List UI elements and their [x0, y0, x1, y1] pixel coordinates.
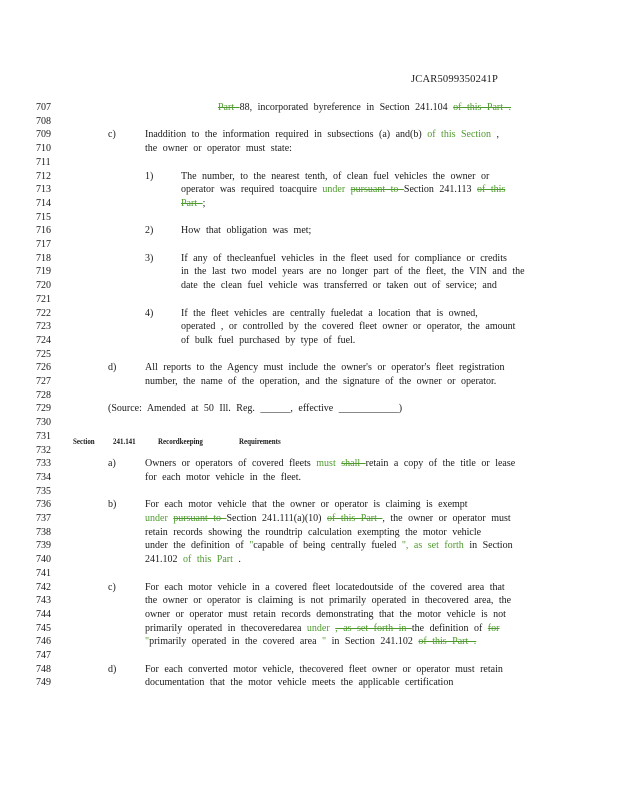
text-segment: 241.102 [145, 554, 183, 566]
text-segment: Section 241.113 [403, 184, 478, 196]
inserted-text: " [145, 636, 150, 648]
text-segment: the definition of [411, 622, 488, 634]
section-title: Recordkeeping [158, 436, 203, 446]
line-number: 722 [36, 307, 51, 319]
line-text [145, 499, 468, 511]
line-number: 730 [36, 417, 51, 429]
line-number: 733 [36, 458, 51, 470]
section-label: Section [73, 436, 95, 446]
text-segment: capable of being centrally fueled [253, 540, 402, 552]
line-number: 739 [36, 540, 51, 552]
text-segment: . [238, 554, 241, 566]
line-number: 740 [36, 554, 51, 566]
deleted-text: of this [477, 184, 506, 196]
text-segment: operated , or controlled by the covered fleet owner or operator, the amount [181, 321, 516, 333]
inserted-text: of this Section [427, 129, 497, 141]
line-number: 715 [36, 211, 51, 223]
line-number: 744 [36, 608, 51, 620]
text-segment: For each converted motor vehicle, thecovered fleet owner or operator must retain [145, 663, 503, 675]
line-text [181, 335, 355, 347]
deleted-text: of this Part . [418, 636, 477, 648]
inserted-text: under [306, 622, 336, 634]
deleted-text: Part [181, 197, 203, 209]
line-number: 746 [36, 636, 51, 648]
text-segment: If the fleet vehicles are centrally fueledat a location that is owned, [181, 307, 478, 319]
line-number: 729 [36, 403, 51, 415]
line-number: 709 [36, 129, 51, 141]
line-number: 734 [36, 471, 51, 483]
line-text [145, 376, 496, 388]
line-text [145, 609, 506, 621]
text-segment: , [496, 129, 499, 141]
text-segment: for each motor vehicle in the fleet. [145, 471, 301, 483]
deleted-text: of this Part . [453, 102, 511, 113]
line-text [145, 513, 511, 525]
line-number: 710 [36, 143, 51, 155]
text-segment: number, the name of the operation, and the signature of the owner or operator. [145, 376, 497, 387]
text-segment: Inaddition to the information required in subsections (a) and(b) [145, 129, 428, 141]
text-segment: in Section [463, 540, 513, 552]
line-text [181, 266, 525, 278]
line-number: 736 [36, 499, 51, 511]
line-number: 707 [36, 102, 51, 113]
item-marker: 1) [145, 170, 154, 182]
line-text [145, 595, 511, 607]
line-text [108, 403, 402, 415]
item-marker: d) [108, 362, 117, 374]
line-number: 718 [36, 252, 51, 264]
line-number: 726 [36, 362, 51, 374]
text-segment: retain records showing the roundtrip calculation exempting the motor vehicle [145, 526, 482, 538]
line-text [145, 129, 499, 141]
line-text [145, 472, 301, 484]
text-segment: The number, to the nearest tenth, of clean fuel vehicles the owner or [181, 170, 490, 182]
line-text [145, 636, 476, 648]
text-segment: Section 241.111(a)(10) [226, 513, 328, 524]
line-number: 745 [36, 622, 51, 634]
deleted-text: shall [341, 458, 366, 470]
line-number: 728 [36, 389, 51, 401]
text-segment: For each motor vehicle in a covered fleet locatedoutside of the covered area that [145, 581, 505, 593]
line-text [181, 184, 505, 196]
line-number: 713 [36, 184, 51, 196]
text-segment: the owner or operator is claiming is not primarily operated in thecovered area, the [145, 595, 512, 607]
item-marker: 4) [145, 307, 154, 319]
text-segment: primarily operated in thecoveredarea [145, 622, 307, 634]
deleted-text: , as set forth in [335, 622, 412, 634]
line-text [181, 171, 489, 183]
line-text [145, 143, 292, 155]
text-segment: in Section 241.102 [326, 636, 419, 648]
inserted-text: ", as set forth [401, 540, 464, 552]
line-text [181, 225, 311, 237]
line-number: 716 [36, 225, 51, 237]
line-text [181, 253, 507, 265]
text-segment: date the clean fuel vehicle was transferred or taken out of service; and [181, 280, 497, 292]
text-segment: How that obligation was met; [181, 225, 312, 237]
line-text [145, 623, 499, 635]
inserted-text: under [145, 513, 174, 524]
line-number: 717 [36, 239, 51, 250]
item-marker: b) [108, 499, 117, 511]
line-number: 723 [36, 321, 51, 333]
line-number: 735 [36, 485, 51, 497]
line-number: 737 [36, 513, 51, 524]
deleted-text: pursuant to [173, 513, 227, 524]
line-number: 741 [36, 567, 51, 579]
section-title-2: Requirements [239, 436, 281, 446]
text-segment: operator was required toacquire [181, 184, 323, 196]
item-marker: c) [108, 581, 116, 593]
item-marker: a) [108, 458, 116, 470]
line-text [181, 198, 205, 210]
item-marker: 3) [145, 252, 154, 264]
deleted-text: Part [218, 102, 240, 113]
line-text [145, 540, 513, 552]
item-marker: d) [108, 663, 117, 675]
line-number: 719 [36, 266, 51, 278]
inserted-text: " [322, 636, 327, 648]
text-segment: If any of thecleanfuel vehicles in the fleet used for compliance or credits [181, 252, 507, 264]
text-segment: primarily operated in the covered area [149, 636, 323, 648]
inserted-text: must [316, 458, 342, 470]
line-text [181, 321, 515, 333]
line-number: 749 [36, 677, 51, 689]
line-number: 708 [36, 115, 51, 127]
line-text [145, 527, 481, 539]
line-text [145, 664, 503, 676]
line-number: 743 [36, 595, 51, 607]
item-marker: c) [108, 129, 116, 141]
inserted-text: " [249, 540, 254, 552]
line-number: 725 [36, 348, 51, 360]
text-segment: For each motor vehicle that the owner or operator is claiming is exempt [145, 499, 468, 511]
deleted-text: for [487, 622, 500, 634]
text-segment: owner or operator must retain records demonstrating that the motor vehicle is not [145, 608, 506, 620]
text-segment: Owners or operators of covered fleets [145, 458, 317, 470]
text-segment: of bulk fuel purchased by type of fuel. [181, 334, 356, 346]
deleted-text: of this Part [327, 513, 383, 524]
line-text [145, 582, 505, 594]
line-number: 724 [36, 334, 51, 346]
line-text [218, 102, 511, 114]
inserted-text: under [322, 184, 351, 196]
text-segment: (Source: Amended at 50 Ill. Reg. ______, effective ____________) [108, 403, 403, 415]
line-number: 714 [36, 197, 51, 209]
text-segment: 88, incorporated byreference in Section 241.104 [239, 102, 454, 113]
line-number: 727 [36, 376, 51, 387]
text-segment: ; [202, 197, 206, 209]
section-number: 241.141 [113, 436, 136, 446]
text-segment: All reports to the Agency must include the owner's or operator's fleet registration [145, 362, 505, 374]
line-number: 711 [36, 156, 51, 168]
deleted-text: pursuant to [350, 184, 404, 196]
line-number: 731 [36, 430, 51, 442]
item-marker: 2) [145, 225, 154, 237]
text-segment: under the definition of [145, 540, 250, 552]
line-number: 712 [36, 170, 51, 182]
line-text [145, 677, 453, 689]
line-number: 732 [36, 444, 51, 456]
line-number: 748 [36, 663, 51, 675]
inserted-text: of this Part [183, 554, 239, 566]
line-number: 720 [36, 280, 51, 292]
line-text [145, 362, 505, 374]
line-text [181, 308, 478, 320]
line-text [145, 554, 241, 566]
text-segment: documentation that the motor vehicle meets the applicable certification [145, 677, 454, 689]
line-number: 738 [36, 526, 51, 538]
document-id-header: JCAR5099350241P [411, 74, 499, 85]
line-text [181, 280, 497, 292]
line-text [145, 458, 515, 470]
line-number: 747 [36, 650, 51, 661]
text-segment: the owner or operator must state: [145, 143, 292, 155]
text-segment: retain a copy of the title or lease [365, 458, 516, 470]
text-segment: in the last two model years are no longer part of the fleet, the VIN and the [181, 266, 525, 278]
line-number: 742 [36, 581, 51, 593]
line-number: 721 [36, 293, 51, 305]
text-segment: , the owner or operator must [382, 513, 511, 524]
